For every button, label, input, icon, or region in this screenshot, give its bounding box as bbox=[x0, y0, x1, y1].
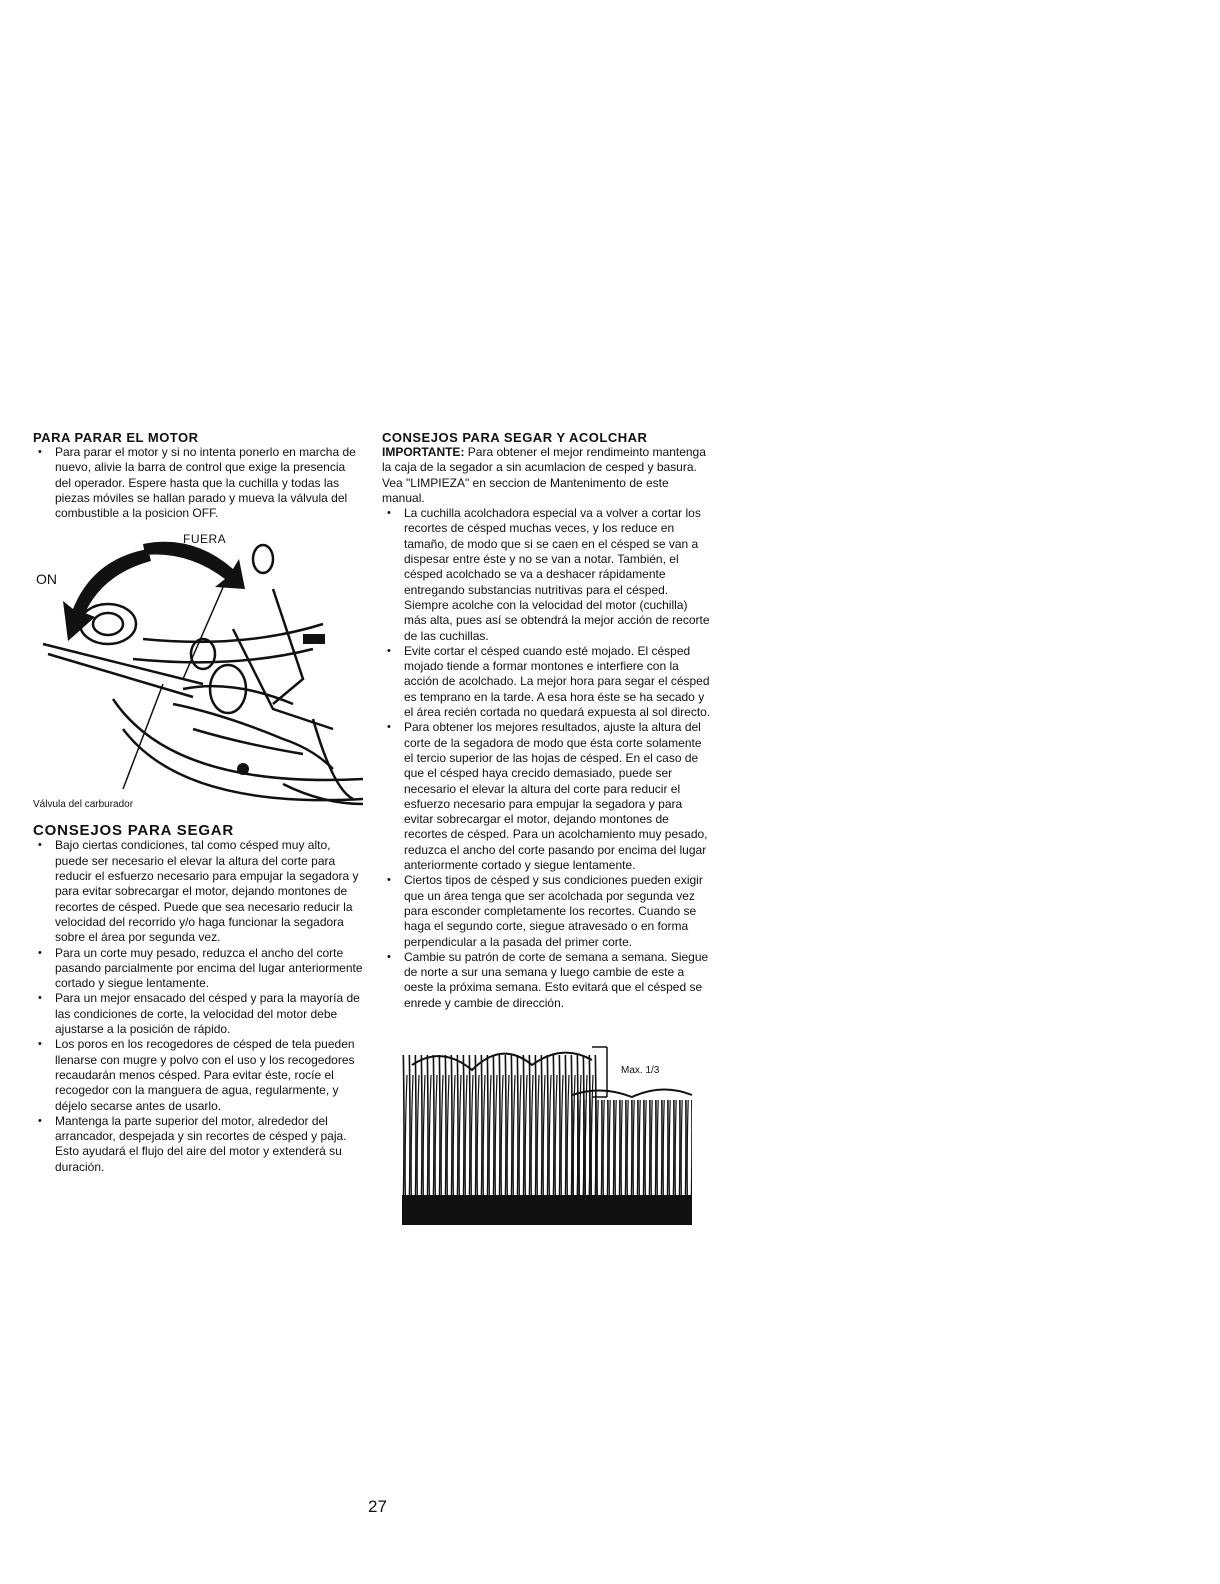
list-item: • Para parar el motor y si no intenta ponerlo en marcha de nuevo, alivie la barra de control que exige la presencia del operador. Espere hasta que la cuchilla y todas las piezas móviles se hallan parado y mueva la válvula del combustible a la posicion OFF. bbox=[33, 445, 363, 521]
mowing-tips-list bbox=[33, 838, 363, 1175]
list-item: • Cambie su patrón de corte de semana a semana. Siegue de norte a sur una semana y luego cambie de este a oeste la próxima semana. Esto evitará que el césped se enrede y cambie de dirección. bbox=[382, 950, 712, 1011]
left-column bbox=[33, 430, 363, 1175]
list-item: • Ciertos tipos de césped y sus condiciones pueden exigir que un área tenga que ser acolchada por segunda vez para esconder completamente los recortes. Cuando se haga el segundo corte, siegue atravesado o en forma perpendicular a la pasada del primer corte. bbox=[382, 873, 712, 949]
mowing-tips-section bbox=[33, 823, 363, 1175]
heading-mulching-tips: CONSEJOS PARA SEGAR Y ACOLCHAR bbox=[382, 430, 648, 445]
heading-mowing-tips: CONSEJOS PARA SEGAR bbox=[33, 822, 235, 840]
page-number: 27 bbox=[368, 1497, 387, 1516]
label-fuera: FUERA bbox=[183, 532, 227, 547]
heading-stop-engine: PARA PARAR EL MOTOR bbox=[33, 430, 199, 445]
engine-illustration bbox=[33, 529, 363, 819]
list-item: • Para obtener los mejores resultados, ajuste la altura del corte de la segadora de modo que ésta corte solamente el tercio superior de las hojas de césped. En el caso de que el césped haya crecido demasiado, puede ser necesario el elevar la altura del corte para reducir el esfuerzo necesario para empujar la segadora y para evitar sobrecargar el motor, dejando montones de recortes de césped. Para un acolchamiento muy pesado, reduzca el ancho del corte pasando por encima del lugar anteriormente cortado y siegue lentamente. bbox=[382, 720, 712, 873]
stop-engine-list bbox=[33, 445, 363, 521]
list-item: • Mantenga la parte superior del motor, alrededor del arrancador, despejada y sin recortes de césped y paja. Esto ayudará el flujo del aire del motor y extenderá su duración. bbox=[33, 1114, 363, 1175]
right-column bbox=[382, 430, 712, 1225]
label-max-one-third: Max. 1/3 bbox=[621, 1064, 660, 1076]
list-item: • Para un corte muy pesado, reduzca el ancho del corte pasando parcialmente por encima del lugar anteriormente cortado y siegue lentamente. bbox=[33, 946, 363, 992]
grass-height-figure bbox=[402, 1035, 702, 1225]
list-item: • Los poros en los recogedores de césped de tela pueden llenarse con mugre y polvo con el uso y los recogedores recaudarán menos césped. Para evitar éste, rocíe el recogedor con la manguera de agua, regularmente, y déjelo secarse antes de usarlo. bbox=[33, 1037, 363, 1113]
label-carburetor-valve: Válvula del carburador bbox=[33, 799, 134, 811]
grass-illustration bbox=[402, 1035, 702, 1225]
list-item: • Evite cortar el césped cuando esté mojado. El césped mojado tiende a formar montones e interfiere con la acción de acolchado. La mejor hora para segar el césped es temprano en la tarde. A esa hora éste se ha secado y el área recién cortada no quedará expuesta al sol directo. bbox=[382, 644, 712, 720]
label-on: ON bbox=[36, 571, 57, 588]
important-text: Para obtener el mejor rendimeinto mantenga la caja de la segador a sin acumlacion de cesped y basura. Vea "LIMPIEZA" en seccion de Mantenimento de este manual. bbox=[382, 445, 706, 505]
important-note bbox=[382, 445, 712, 506]
list-item: • Bajo ciertas condiciones, tal como césped muy alto, puede ser necesario el elevar la altura del corte para reducir el esfuerzo necesario para empujar la segadora y para evitar sobrecargar el motor, dejando montones de recortes de césped. Puede que sea necesario reducir la velocidad del recorrido y/o haga funcionar la segadora sobre el área por segunda vez. bbox=[33, 838, 363, 945]
list-item: • Para un mejor ensacado del césped y para la mayoría de las condiciones de corte, la velocidad del motor debe ajustarse a la posición de rápido. bbox=[33, 991, 363, 1037]
list-item: • La cuchilla acolchadora especial va a volver a cortar los recortes de césped muchas veces, y los reduce en tamaño, de modo que si se caen en el césped se van a dispesar entre éste y no se van a notar. También, el césped acolchado se va a deshacer rápidamente entregando substancias nutritivas para el césped. Siempre acolche con la velocidad del motor (cuchilla) más alta, pues así se obtendrá la mejor acción de recorte de las cuchillas. bbox=[382, 506, 712, 644]
carburetor-valve-figure bbox=[33, 529, 363, 819]
important-label: IMPORTANTE: bbox=[382, 445, 465, 459]
mulching-tips-list bbox=[382, 506, 712, 1011]
